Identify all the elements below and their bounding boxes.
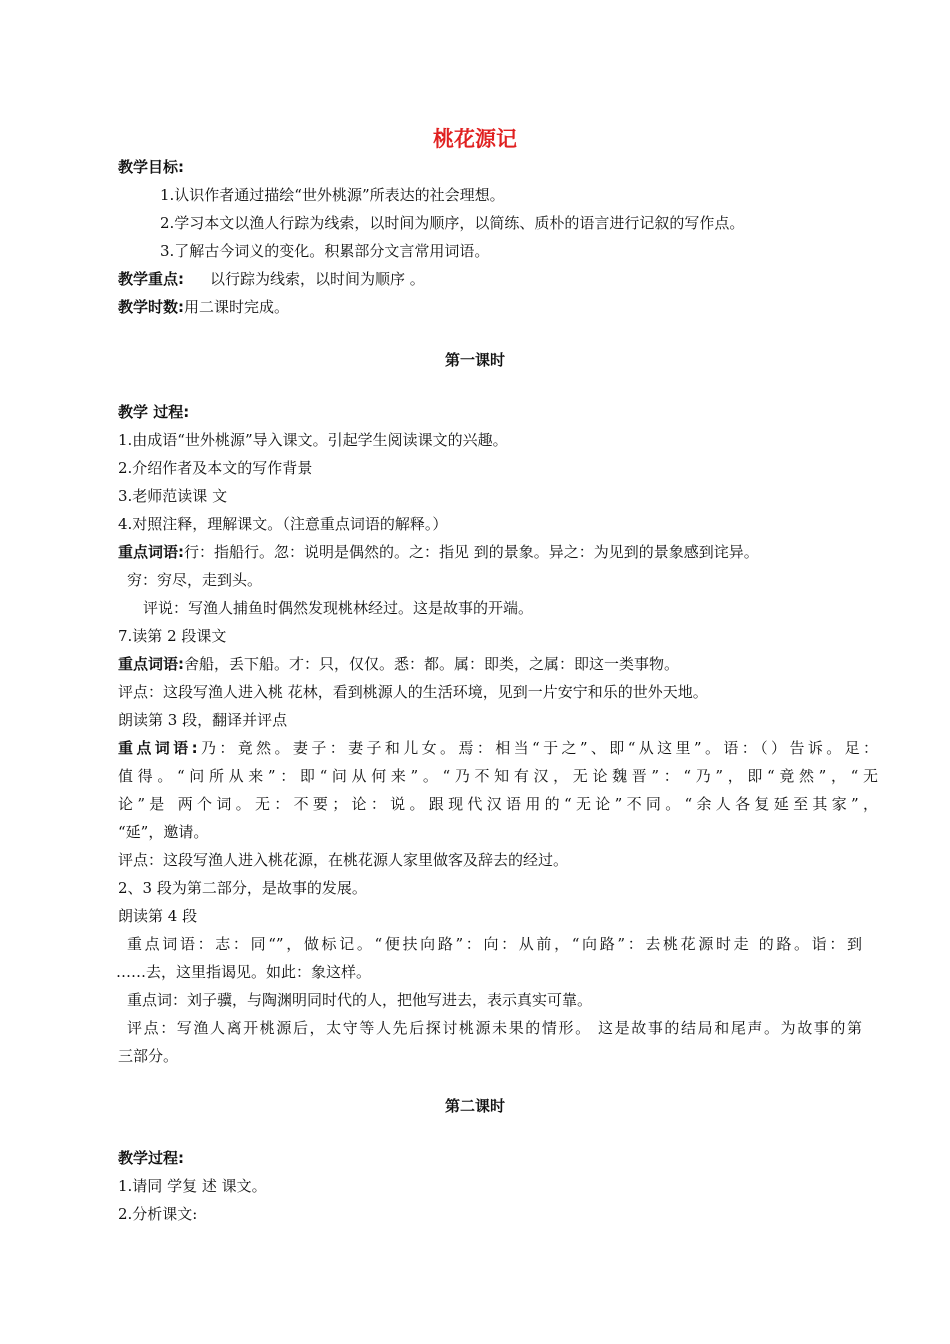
comment2: 评点：这段写渔人进入桃 花林，看到桃源人的生活环境，见到一片安宁和乐的世外天地。: [118, 683, 708, 701]
hours-text: 用二课时完成。: [184, 298, 290, 316]
comment3: 评点：这段写渔人进入桃花源，在桃花源人家里做客及辞去的经过。: [118, 851, 569, 869]
read-para3: 朗读第 3 段，翻译并评点: [118, 711, 288, 729]
vocab3-line4: “延”，邀请。: [118, 823, 209, 841]
vocab2-label: 重点词语:: [118, 655, 184, 673]
vocab4-line2: ……去，这里指谒见。如此：象这样。: [116, 963, 372, 981]
vocab4-line1: 重点词语：志：同“”，做标记。“便扶向路”：向：从前，“向路”：去桃花源时走 的路。诣：到: [127, 935, 862, 953]
vocab1-label: 重点词语:: [118, 543, 184, 561]
read-para4: 朗读第 4 段: [118, 907, 198, 925]
focus-line: [118, 269, 878, 289]
read-para2: 7.读第 2 段课文: [118, 627, 227, 645]
vocab5: 重点词：刘子骥，与陶渊明同时代的人，把他写进去，表示真实可靠。: [127, 991, 593, 1009]
vocab3-text: 乃：竟然。妻子：妻子和儿女。焉：相当“于之”、即“从这里”。语：（）告诉。足：: [197, 739, 879, 757]
objective-item: 1.认识作者通过描绘“世外桃源”所表达的社会理想。: [160, 186, 505, 204]
lesson2-step: 2.分析课文:: [118, 1205, 198, 1223]
document-title: 桃花源记: [433, 127, 517, 151]
vocab3-line3: 论”是 两个词。无：不要；论：说。跟现代汉语用的“无论”不同。“余人各复延至其家”，: [118, 795, 878, 813]
hours-line: [118, 297, 878, 317]
vocab1-text: 行：指船行。忽：说明是偶然的。之：指见 到的景象。异之：为见到的景象感到诧异。: [184, 543, 759, 561]
lesson1-step: 3.老师范读课 文: [118, 487, 228, 505]
vocab1-line2: 穷：穷尽，走到头。: [127, 571, 263, 589]
vocab2-line: [118, 654, 878, 674]
lesson1-process-label: 教学 过程:: [118, 403, 190, 421]
objective-item: 2.学习本文以渔人行踪为线索，以时间为顺序，以简练、质朴的语言进行记叙的写作点。: [160, 214, 745, 232]
part2-summary: 2、3 段为第二部分，是故事的发展。: [118, 879, 367, 897]
objective-item: 3.了解古今词义的变化。积累部分文言常用词语。: [160, 242, 490, 260]
vocab1-line: [118, 542, 878, 562]
comment4-line2: 三部分。: [118, 1047, 179, 1065]
vocab3-line: [118, 738, 878, 758]
objectives-label: 教学目标:: [118, 158, 184, 176]
lesson1-step: 1.由成语“世外桃源”导入课文。引起学生阅读课文的兴趣。: [118, 431, 508, 449]
comment4-line1: 评点：写渔人离开桃源后，太守等人先后探讨桃源未果的情形。 这是故事的结局和尾声。为故事的第: [127, 1019, 862, 1037]
hours-label: 教学时数:: [118, 298, 184, 316]
focus-text: 以行踪为线索，以时间为顺序 。: [210, 270, 425, 288]
lesson2-process-label: 教学过程:: [118, 1149, 184, 1167]
lesson1-heading: 第一课时: [444, 351, 505, 369]
lesson2-heading: 第二课时: [444, 1097, 505, 1115]
lesson1-step: 4.对照注释，理解课文。（注意重点词语的解释。）: [118, 515, 448, 533]
focus-label: 教学重点:: [118, 270, 184, 288]
lesson1-step: 2.介绍作者及本文的写作背景: [118, 459, 313, 477]
vocab3-label: 重点词语:: [118, 739, 198, 757]
vocab3-line2: 值得。“问所从来”：即“问从何来”。“乃不知有汉，无论魏晋”：“乃”，即“竟然”，“无: [118, 767, 878, 785]
lesson2-step: 1.请同 学复 述 课文。: [118, 1177, 267, 1195]
comment1: 评说：写渔人捕鱼时偶然发现桃林经过。这是故事的开端。: [143, 599, 534, 617]
vocab2-text: 舍船，丢下船。才：只，仅仅。悉：都。属：即类，之属：即这一类事物。: [184, 655, 680, 673]
